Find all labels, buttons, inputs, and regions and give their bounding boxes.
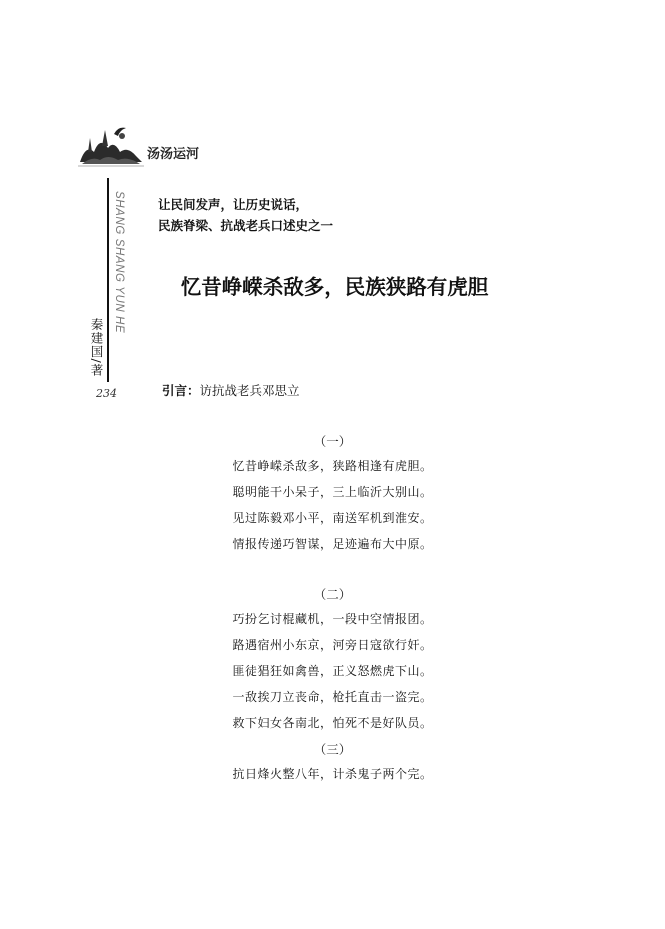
page-number: 234 xyxy=(96,387,117,400)
intro xyxy=(162,381,300,399)
author-credit: 秦建国/著 xyxy=(89,318,104,378)
poem-stanza-1 xyxy=(0,430,665,557)
intro-text: 访抗战老兵邓思立 xyxy=(199,383,300,398)
book-title: 汤汤运河 xyxy=(147,147,200,162)
poem-line: 见过陈毅邓小平，南送军机到淮安。 xyxy=(232,511,433,525)
poem-line: 路遇宿州小东京，河旁日寇欲行奸。 xyxy=(232,638,433,652)
poem-stanza-3 xyxy=(0,738,665,787)
poem-line: 一敌挨刀立丧命，枪托直击一盗完。 xyxy=(232,690,433,704)
book-title-pinyin: SHANG SHANG YUN HE xyxy=(113,191,125,334)
ink-landscape-icon xyxy=(78,122,144,170)
stanza-heading: （三） xyxy=(313,742,352,757)
article-subtitle xyxy=(158,194,333,236)
intro-label: 引言： xyxy=(162,383,200,398)
poem-line: 忆昔峥嵘杀敌多，狭路相逢有虎胆。 xyxy=(232,459,433,473)
subtitle-line: 让民间发声，让历史说话， xyxy=(158,197,309,212)
poem-line: 巧扮乞讨棍藏机，一段中空情报团。 xyxy=(232,612,433,626)
poem-line: 情报传递巧智谋，足迹遍布大中原。 xyxy=(232,537,433,551)
poem-line: 抗日烽火整八年，计杀鬼子两个完。 xyxy=(232,767,433,781)
article-title: 忆昔峥嵘杀敌多，民族狭路有虎胆 xyxy=(180,275,489,299)
stanza-heading: （二） xyxy=(313,587,352,602)
stanza-heading: （一） xyxy=(313,434,352,449)
poem-line: 救下妇女各南北，怕死不是好队员。 xyxy=(232,716,433,730)
poem-stanza-2 xyxy=(0,583,665,736)
poem-line: 匪徒猖狂如禽兽，正义怒燃虎下山。 xyxy=(232,664,433,678)
poem-line: 聪明能干小呆子，三上临沂大别山。 xyxy=(232,485,433,499)
subtitle-line: 民族脊梁、抗战老兵口述史之一 xyxy=(158,218,334,233)
